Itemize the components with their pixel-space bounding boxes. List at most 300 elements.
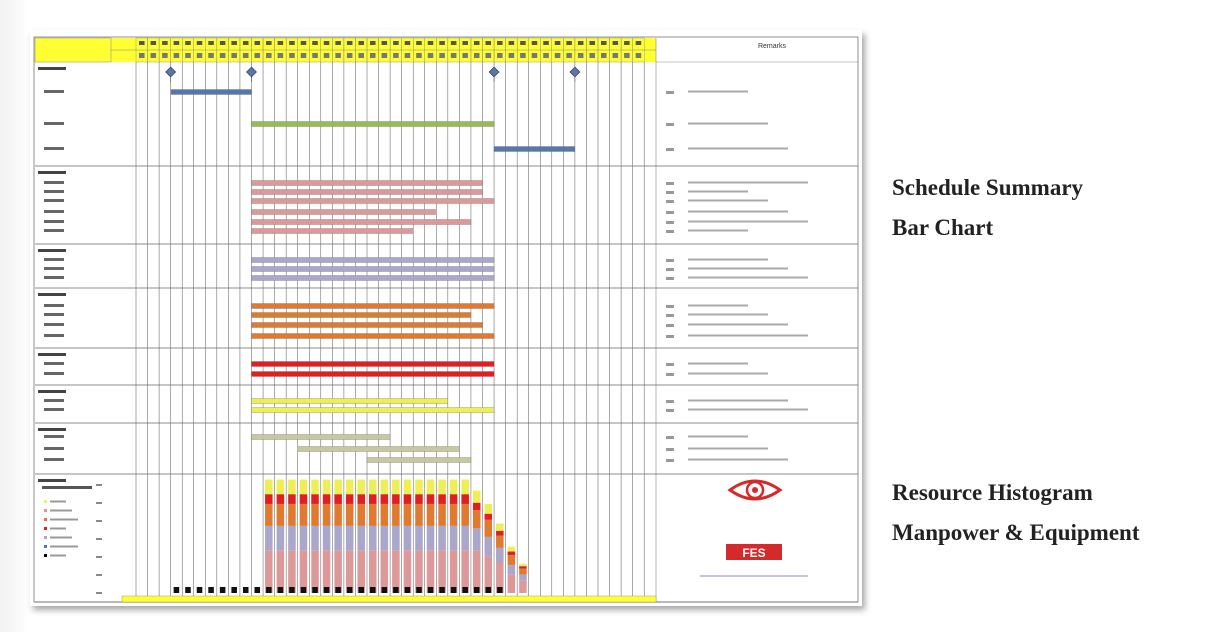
histogram-bar-segment (346, 526, 354, 550)
header-period-mark (393, 41, 399, 45)
equipment-marker (220, 587, 226, 593)
histogram-bar-segment (357, 504, 365, 526)
gantt-bar (252, 122, 495, 127)
header-date-mark (301, 53, 307, 58)
remark-mark (688, 314, 768, 316)
histogram-bar-segment (496, 523, 504, 530)
histogram-bar-segment (381, 480, 389, 495)
header-date-mark (636, 53, 642, 58)
section-heading-mark (38, 249, 66, 252)
header-date-mark (162, 53, 168, 58)
header-date-mark (266, 53, 272, 58)
duration-mark (666, 459, 674, 462)
header-date-mark (255, 53, 261, 58)
schedule-sheet (30, 30, 862, 606)
header-period-mark (509, 41, 515, 45)
histogram-bar-segment (438, 480, 446, 495)
histogram-bar-segment (508, 565, 516, 575)
header-date-mark (347, 53, 353, 58)
header-period-mark (613, 41, 619, 45)
histogram-bar-segment (300, 494, 308, 504)
histogram-bar-segment (288, 480, 296, 495)
header-period-mark (301, 41, 307, 45)
caption-histogram-line-1: Resource Histogram (892, 480, 1093, 505)
histogram-bar-segment (450, 550, 458, 593)
remark-mark (688, 221, 808, 223)
header-date-mark (566, 53, 572, 58)
gantt-bar (252, 408, 495, 413)
equipment-marker (428, 587, 434, 593)
gantt-bar (252, 220, 471, 225)
header-date-mark (462, 53, 468, 58)
header-period-mark (532, 41, 538, 45)
histogram-bar-segment (461, 504, 469, 526)
legend-swatch (44, 536, 47, 539)
header-period-mark (255, 41, 261, 45)
header-label-cell (35, 38, 111, 62)
remark-mark (688, 400, 788, 402)
remark-mark (688, 324, 788, 326)
histogram-bar-segment (277, 526, 285, 550)
header-period-mark (497, 41, 503, 45)
equipment-marker (497, 587, 503, 593)
header-period-mark (543, 41, 549, 45)
equipment-marker (474, 587, 480, 593)
caption-histogram-line-2: Manpower & Equipment (892, 520, 1140, 545)
gantt-bar (252, 210, 437, 215)
header-date-mark (174, 53, 180, 58)
histogram-y-tick (96, 574, 102, 576)
histogram-bar-segment (404, 504, 412, 526)
histogram-bar-segment (508, 575, 516, 593)
histogram-bar-segment (369, 504, 377, 526)
histogram-bar-segment (438, 494, 446, 504)
histogram-bar-segment (473, 503, 481, 510)
remark-mark (688, 459, 788, 461)
histogram-bar-segment (323, 480, 331, 495)
duration-mark (666, 91, 674, 94)
histogram-bar-segment (473, 491, 481, 503)
histogram-bar-segment (277, 504, 285, 526)
header-period-mark (312, 41, 318, 45)
histogram-bar-segment (300, 550, 308, 593)
section-heading-mark (38, 171, 66, 174)
activity-label-mark (44, 220, 64, 223)
equipment-marker (278, 587, 284, 593)
remark-mark (688, 436, 748, 438)
histogram-bar-segment (427, 504, 435, 526)
histogram-bar-segment (300, 480, 308, 495)
histogram-bar-segment (300, 526, 308, 550)
histogram-bar-segment (496, 548, 504, 563)
activity-label-mark (44, 313, 64, 316)
equipment-marker (462, 587, 468, 593)
header-period-mark (566, 41, 572, 45)
activity-label-mark (44, 362, 64, 365)
header-date-mark (335, 53, 341, 58)
histogram-y-tick (96, 556, 102, 558)
remark-mark (688, 123, 768, 125)
histogram-y-tick (96, 520, 102, 522)
gantt-bar (252, 181, 483, 186)
histogram-bar-segment (323, 550, 331, 593)
equipment-marker (289, 587, 295, 593)
equipment-marker (231, 587, 237, 593)
header-date-mark (451, 53, 457, 58)
header-period-mark (347, 41, 353, 45)
remark-mark (688, 448, 768, 450)
histogram-bar-segment (311, 480, 319, 495)
remark-mark (688, 268, 788, 270)
equipment-marker (335, 587, 341, 593)
header-date-mark (428, 53, 434, 58)
equipment-marker (301, 587, 307, 593)
remark-mark (688, 305, 748, 307)
duration-mark (666, 230, 674, 233)
header-period-mark (174, 41, 180, 45)
header-date-mark (370, 53, 376, 58)
header-period-mark (578, 41, 584, 45)
histogram-bar-segment (404, 494, 412, 504)
duration-mark (666, 259, 674, 262)
remark-mark (688, 200, 768, 202)
header-period-mark (624, 41, 630, 45)
header-period-mark (601, 41, 607, 45)
duration-mark (666, 335, 674, 338)
equipment-marker (370, 587, 376, 593)
histogram-bar-segment (519, 566, 527, 568)
histogram-bar-segment (323, 494, 331, 504)
header-period-mark (486, 41, 492, 45)
header-date-mark (543, 53, 549, 58)
header-period-mark (197, 41, 203, 45)
header-period-mark (243, 41, 249, 45)
histogram-bar-segment (450, 480, 458, 495)
histogram-bar-segment (311, 494, 319, 504)
gantt-bar (252, 229, 414, 234)
duration-mark (666, 305, 674, 308)
activity-label-mark (44, 181, 64, 184)
duration-mark (666, 277, 674, 280)
histogram-bar-segment (473, 528, 481, 550)
activity-label-mark (44, 199, 64, 202)
remark-mark (688, 259, 768, 261)
header-date-mark (231, 53, 237, 58)
gantt-bar (367, 458, 471, 463)
histogram-bar-segment (369, 494, 377, 504)
gantt-bar (252, 190, 483, 195)
duration-mark (666, 123, 674, 126)
gantt-bar (252, 267, 495, 272)
equipment-marker (324, 587, 330, 593)
legend-label-mark (50, 555, 66, 557)
histogram-bar-segment (508, 555, 516, 565)
header-period-mark (185, 41, 191, 45)
histogram-bar-segment (519, 581, 527, 593)
header-date-mark (139, 53, 145, 58)
equipment-marker (358, 587, 364, 593)
header-date-mark (486, 53, 492, 58)
histogram-bar-segment (461, 480, 469, 495)
histogram-bar-segment (496, 531, 504, 536)
histogram-bar-segment (404, 550, 412, 593)
histogram-bar-segment (265, 526, 273, 550)
legend-label-mark (50, 528, 66, 530)
header-date-mark (208, 53, 214, 58)
header-date-mark (613, 53, 619, 58)
header-period-mark (405, 41, 411, 45)
gantt-bar (252, 372, 495, 377)
histogram-bar-segment (300, 504, 308, 526)
histogram-bar-segment (473, 510, 481, 528)
gantt-bar (252, 362, 495, 367)
histogram-bar-segment (357, 526, 365, 550)
duration-mark (666, 148, 674, 151)
histogram-bar-segment (369, 550, 377, 593)
histogram-bar-segment (288, 504, 296, 526)
gantt-bar (252, 323, 483, 328)
header-date-mark (624, 53, 630, 58)
histogram-bar-segment (265, 480, 273, 495)
header-period-mark (370, 41, 376, 45)
histogram-bar-segment (357, 480, 365, 495)
header-date-mark (555, 53, 561, 58)
histogram-bar-segment (427, 550, 435, 593)
equipment-marker (439, 587, 445, 593)
histogram-bar-segment (415, 504, 423, 526)
histogram-bar-segment (404, 480, 412, 495)
header-period-mark (162, 41, 168, 45)
equipment-marker (416, 587, 422, 593)
section-heading-mark (38, 390, 66, 393)
histogram-bar-segment (415, 494, 423, 504)
activity-label-mark (44, 90, 64, 93)
duration-mark (666, 400, 674, 403)
activity-label-mark (44, 435, 64, 438)
equipment-marker (347, 587, 353, 593)
header-period-mark (208, 41, 214, 45)
histogram-bar-segment (461, 550, 469, 593)
remark-mark (688, 191, 748, 193)
legend-swatch (44, 500, 47, 503)
histogram-bar-segment (461, 526, 469, 550)
histogram-bar-segment (334, 480, 342, 495)
header-period-mark (324, 41, 330, 45)
section-heading-mark (38, 67, 66, 70)
header-period-mark (231, 41, 237, 45)
histogram-bar-segment (288, 526, 296, 550)
header-period-mark (451, 41, 457, 45)
gantt-bar (494, 147, 575, 152)
histogram-bar-segment (496, 536, 504, 548)
equipment-marker (185, 587, 191, 593)
duration-mark (666, 182, 674, 185)
histogram-bar-segment (311, 550, 319, 593)
activity-label-mark (44, 267, 64, 270)
duration-mark (666, 314, 674, 317)
histogram-bar-segment (519, 564, 527, 566)
histogram-bar-segment (265, 550, 273, 593)
histogram-bar-segment (334, 526, 342, 550)
histogram-bar-segment (519, 569, 527, 575)
caption-schedule-line-2: Bar Chart (892, 215, 994, 240)
remark-mark (688, 277, 808, 279)
remark-mark (688, 211, 788, 213)
duration-mark (666, 268, 674, 271)
header-period-mark (382, 41, 388, 45)
header-period-mark (220, 41, 226, 45)
legend-swatch (44, 518, 47, 521)
histogram-y-tick (96, 538, 102, 540)
duration-mark (666, 221, 674, 224)
header-period-mark (428, 41, 434, 45)
activity-label-mark (44, 276, 64, 279)
remark-mark (688, 91, 748, 93)
histogram-bar-segment (288, 494, 296, 504)
histogram-bar-segment (311, 526, 319, 550)
equipment-marker (266, 587, 272, 593)
equipment-marker (208, 587, 214, 593)
activity-label-mark (44, 447, 64, 450)
header-date-mark (220, 53, 226, 58)
histogram-bar-segment (334, 550, 342, 593)
histogram-bar-segment (450, 526, 458, 550)
remark-mark (688, 230, 748, 232)
activity-label-mark (44, 190, 64, 193)
header-date-mark (151, 53, 157, 58)
histogram-bar-segment (381, 550, 389, 593)
histogram-bar-segment (277, 494, 285, 504)
header-date-mark (393, 53, 399, 58)
gantt-bar (252, 258, 495, 263)
histogram-bar-segment (369, 526, 377, 550)
legend-swatch (44, 554, 47, 557)
histogram-bar-segment (346, 504, 354, 526)
equipment-marker (405, 587, 411, 593)
histogram-bar-segment (485, 520, 493, 537)
histogram-bar-segment (508, 552, 516, 556)
histogram-bar-segment (438, 526, 446, 550)
histogram-bar-segment (519, 575, 527, 581)
header-date-mark (474, 53, 480, 58)
equipment-marker (486, 587, 492, 593)
equipment-marker (197, 587, 203, 593)
histogram-bar-segment (427, 494, 435, 504)
histogram-y-tick (96, 484, 102, 486)
gantt-bar (252, 304, 495, 309)
legend-label-mark (50, 546, 78, 548)
remark-mark (688, 335, 808, 337)
header-date-mark (589, 53, 595, 58)
header-period-mark (520, 41, 526, 45)
legend-label-mark (50, 519, 78, 521)
histogram-bar-segment (427, 480, 435, 495)
header-date-mark (382, 53, 388, 58)
histogram-bar-segment (508, 547, 516, 552)
histogram-y-tick (96, 502, 102, 504)
header-period-mark (462, 41, 468, 45)
equipment-marker (243, 587, 249, 593)
section-heading-mark (38, 353, 66, 356)
histogram-bar-segment (485, 537, 493, 557)
histogram-bar-segment (357, 494, 365, 504)
header-period-mark (358, 41, 364, 45)
header-period-mark (335, 41, 341, 45)
histogram-bar-segment (381, 494, 389, 504)
equipment-marker (312, 587, 318, 593)
caption-histogram (892, 473, 1140, 553)
gantt-bar (298, 447, 460, 452)
logo-dot-icon (752, 487, 758, 493)
histogram-bar-segment (323, 526, 331, 550)
header-period-mark (151, 41, 157, 45)
header-date-mark (416, 53, 422, 58)
activity-label-mark (44, 323, 64, 326)
duration-mark (666, 409, 674, 412)
remark-mark (688, 409, 808, 411)
histogram-bar-segment (334, 494, 342, 504)
histogram-bar-segment (461, 494, 469, 504)
header-date-mark (520, 53, 526, 58)
legend-label-mark (50, 501, 66, 503)
gantt-bar (252, 276, 495, 281)
legend-label-mark (50, 510, 72, 512)
header-date-mark (532, 53, 538, 58)
histogram-bar-segment (438, 504, 446, 526)
histogram-bar-segment (392, 480, 400, 495)
header-period-mark (139, 41, 145, 45)
duration-mark (666, 363, 674, 366)
histogram-bar-segment (473, 550, 481, 593)
duration-mark (666, 436, 674, 439)
histogram-bar-segment (415, 480, 423, 495)
header-date-mark (509, 53, 515, 58)
histogram-bar-segment (323, 504, 331, 526)
activity-label-mark (44, 229, 64, 232)
section-heading-mark (38, 479, 66, 482)
equipment-marker (174, 587, 180, 593)
header-date-mark (312, 53, 318, 58)
header-date-mark (243, 53, 249, 58)
histogram-bar-segment (404, 526, 412, 550)
activity-label-mark (44, 458, 64, 461)
histogram-bar-segment (427, 526, 435, 550)
equipment-marker (451, 587, 457, 593)
activity-label-mark (44, 399, 64, 402)
histogram-bar-segment (265, 504, 273, 526)
duration-mark (666, 200, 674, 203)
header-date-mark (278, 53, 284, 58)
header-date-mark (497, 53, 503, 58)
header-period-mark (266, 41, 272, 45)
histogram-bar-segment (277, 480, 285, 495)
histogram-bar-segment (346, 494, 354, 504)
gantt-bar (252, 399, 448, 404)
header-date-mark (358, 53, 364, 58)
gantt-bar (252, 334, 495, 339)
header-date-mark (185, 53, 191, 58)
equipment-marker (382, 587, 388, 593)
activity-label-mark (44, 147, 64, 150)
remark-mark (688, 148, 788, 150)
section-heading-mark (38, 428, 66, 431)
header-date-mark (578, 53, 584, 58)
histogram-bar-segment (381, 504, 389, 526)
equipment-marker (393, 587, 399, 593)
histogram-bar-segment (415, 526, 423, 550)
activity-label-mark (44, 408, 64, 411)
caption-schedule-line-1: Schedule Summary (892, 175, 1084, 200)
